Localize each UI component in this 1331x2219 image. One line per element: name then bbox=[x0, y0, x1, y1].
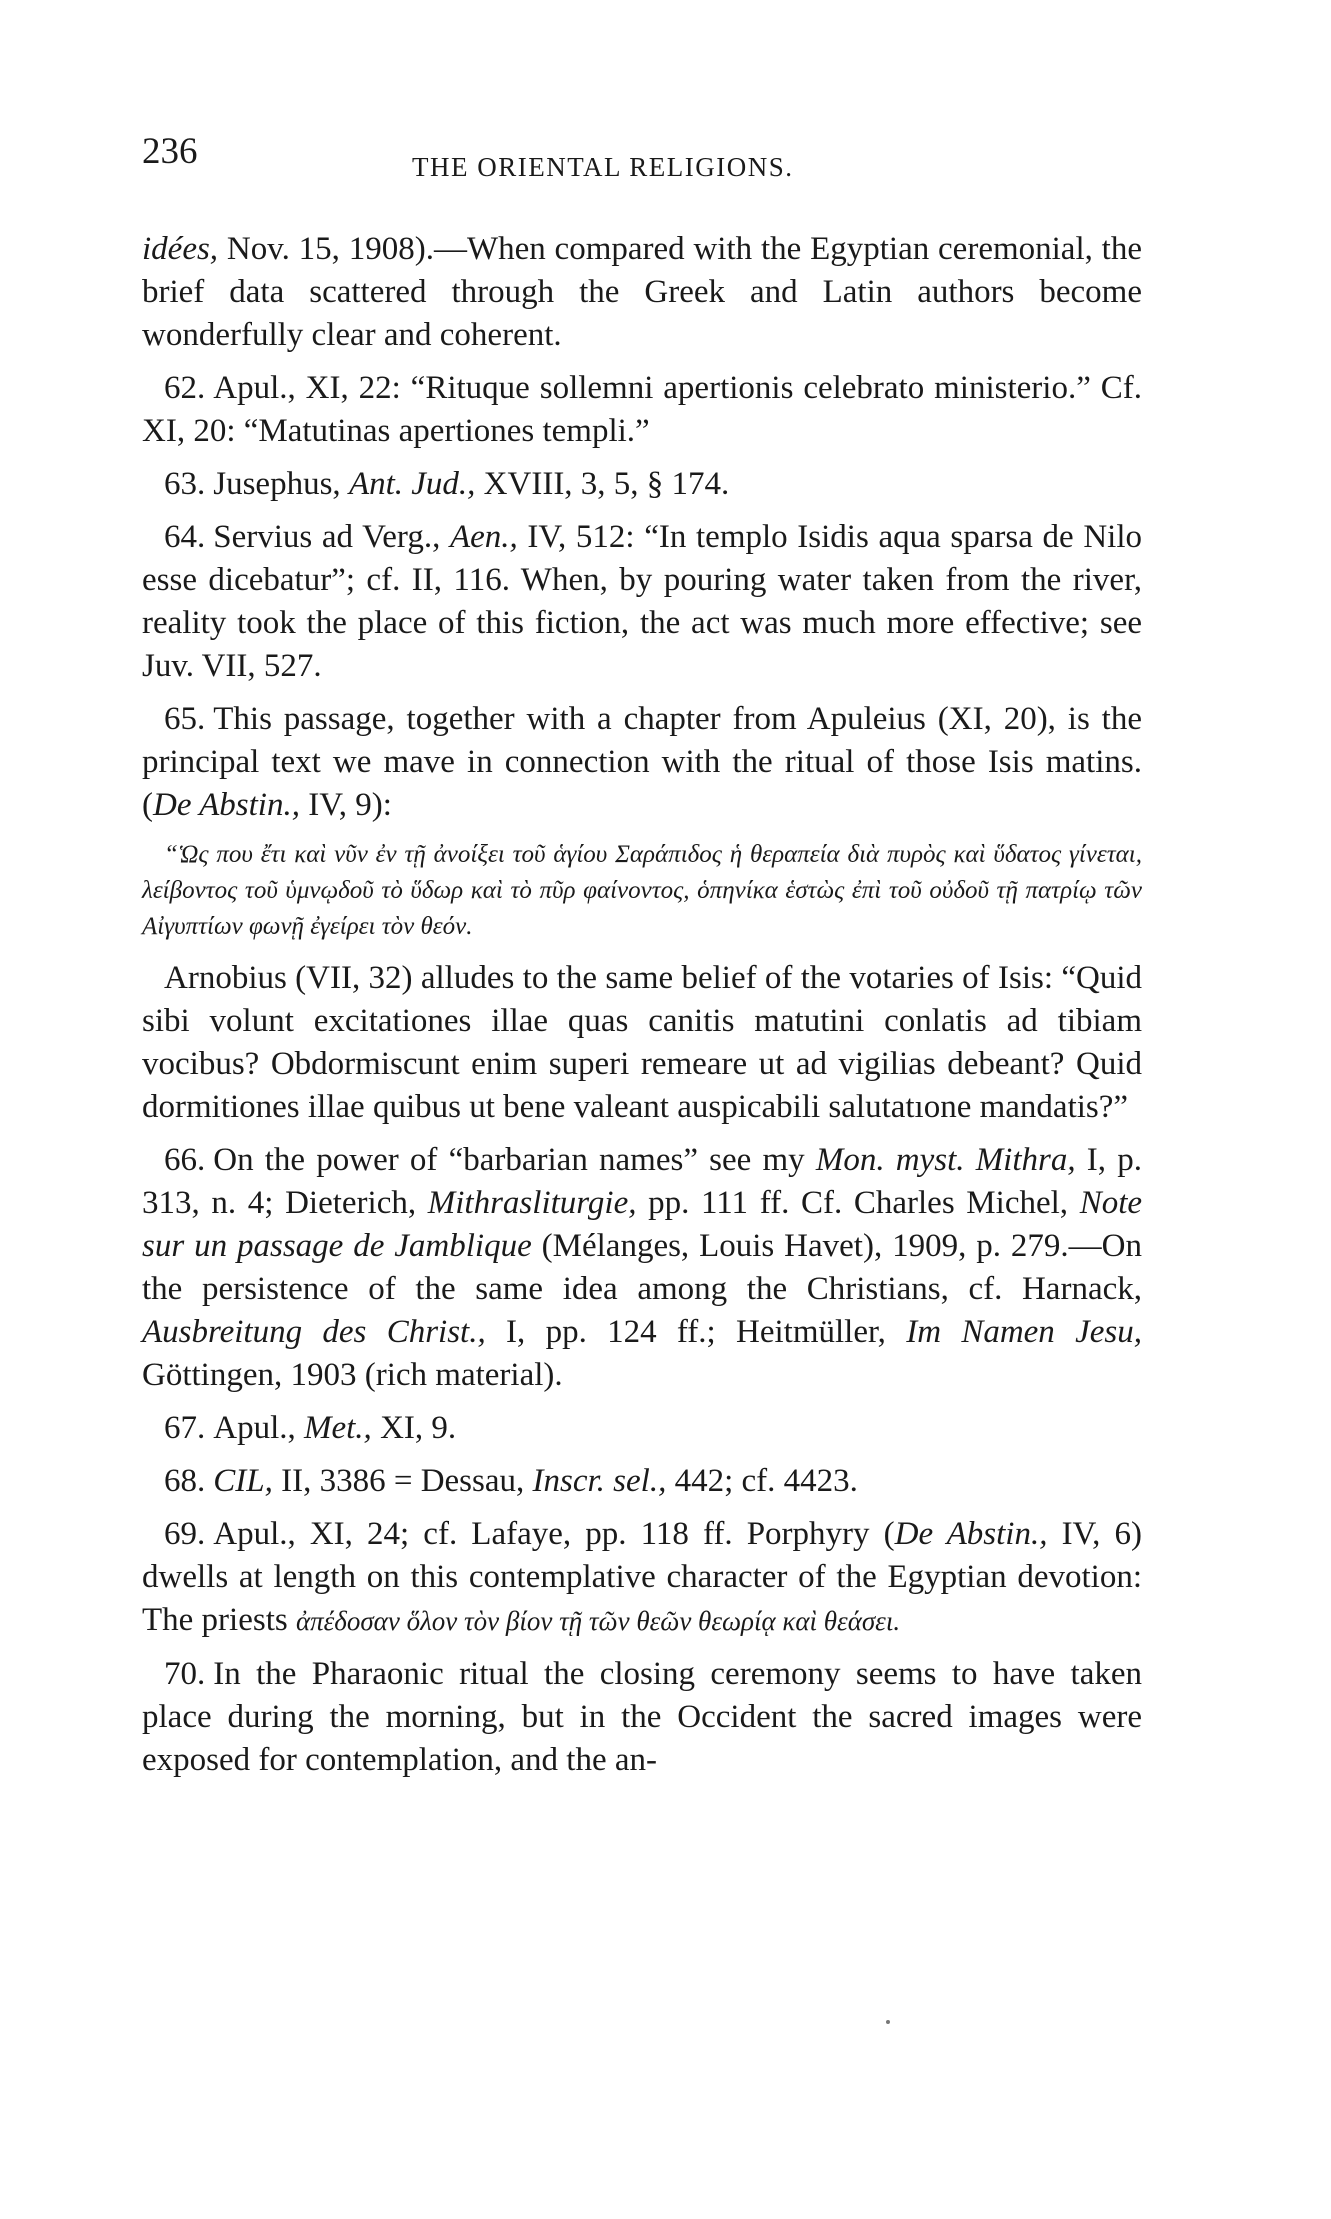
note-number: 66. bbox=[164, 1142, 206, 1178]
note-text: I, p. 313, n. 4; Dieterich, bbox=[142, 1142, 1142, 1221]
note-text: Apul., XI, 24; cf. Lafaye, pp. 118 ff. Porphyry ( bbox=[213, 1516, 895, 1552]
note-63 bbox=[142, 463, 1142, 506]
note-text: Apul., bbox=[213, 1410, 304, 1446]
note-citation-title: Mon. myst. Mithra, bbox=[815, 1142, 1076, 1178]
note-citation-title: CIL, bbox=[213, 1463, 273, 1499]
running-head: THE ORIENTAL RELIGIONS. bbox=[412, 152, 794, 182]
note-citation-title: Met., bbox=[304, 1410, 372, 1446]
note-citation-title: Note sur un passage de Jamblique bbox=[142, 1185, 1143, 1264]
note-66 bbox=[142, 1139, 1142, 1397]
note-text: Jusephus, bbox=[213, 466, 349, 502]
note-text: Servius ad Verg., bbox=[213, 519, 450, 555]
note-text: pp. 111 ff. Cf. Charles Michel, bbox=[636, 1185, 1080, 1221]
note-70 bbox=[142, 1653, 1142, 1782]
note-continuation bbox=[142, 228, 1142, 357]
note-text: IV, 9): bbox=[299, 787, 392, 823]
note-text: Göttingen, 1903 (rich material). bbox=[142, 1357, 563, 1393]
note-citation-title: Ausbreitung des Christ., bbox=[142, 1314, 486, 1350]
note-citation-title: Im Namen Jesu, bbox=[906, 1314, 1142, 1350]
note-text: 442; cf. 4423. bbox=[666, 1463, 858, 1499]
note-text: IV, 6) dwells at length on this contemplative character of the Egyptian devotion: The priests bbox=[142, 1516, 1142, 1638]
page-number: 236 bbox=[142, 131, 198, 172]
note-number: 63. bbox=[164, 466, 206, 502]
note-citation-title: De Abstin., bbox=[153, 787, 300, 823]
note-65 bbox=[142, 698, 1142, 827]
note-number: 69. bbox=[164, 1516, 206, 1552]
note-text: On the power of “barbarian names” see my bbox=[213, 1142, 816, 1178]
greek-quotation: “Ὡς που ἔτι καὶ νῦν ἐν τῇ ἀνοίξει τοῦ ἁγίου Σαράπιδος ἡ θεραπεία διὰ πυρὸς καὶ ὕδατος γίνεται, λείβοντος τοῦ ὑμνῳδοῦ τὸ ὕδωρ καὶ τὸ πῦρ φαίνοντος, ὁπηνίκα ἑστὼς ἐπὶ τοῦ οὐδοῦ τῇ πατρίῳ τῶν Αἰγυπτίων φωνῇ ἐγείρει τὸν θεόν. bbox=[142, 841, 1142, 940]
note-text: Apul., XI, 22: “Rituque sollemni apertionis celebrato ministerio.” Cf. XI, 20: “Matutinas apertiones templi.” bbox=[142, 370, 1142, 449]
note-citation-title: Mithrasliturgie, bbox=[427, 1185, 637, 1221]
note-text: This passage, together with a chapter from Apuleius (XI, 20), is the principal text we mave in connection with the ritual of those Isis matins. ( bbox=[142, 701, 1142, 823]
note-continuation-italic: idées, bbox=[142, 231, 219, 267]
note-continuation-text: Nov. 15, 1908).—When compared with the Egyptian ceremonial, the brief data scattered through the Greek and Latin authors become wonderfully clear and coherent. bbox=[142, 231, 1142, 353]
book-page bbox=[142, 130, 1142, 1792]
note-text: In the Pharaonic ritual the closing ceremony seems to have taken place during the morning, but in the Occident the sacred images were exposed for contemplation, and the an- bbox=[142, 1656, 1142, 1778]
page-speck bbox=[886, 2020, 890, 2024]
note-65-arnobius: Arnobius (VII, 32) alludes to the same belief of the votaries of Isis: “Quid sibi volunt excitationes illae quas canitis matutini conlatis ad tibiam vocibus? Obdormiscunt enim superi remeare ut ad vigilias debeant? Quid dormitiones illae quibus ut bene valeant auspicabili salutatıone mandatis?” bbox=[142, 960, 1142, 1125]
note-number: 64. bbox=[164, 519, 206, 555]
note-number: 67. bbox=[164, 1410, 206, 1446]
note-number: 70. bbox=[164, 1656, 206, 1692]
note-67 bbox=[142, 1407, 1142, 1450]
note-citation-title: Inscr. sel., bbox=[532, 1463, 667, 1499]
note-number: 65. bbox=[164, 701, 206, 737]
note-text: I, pp. 124 ff.; Heitmüller, bbox=[485, 1314, 907, 1350]
page-header bbox=[142, 130, 1142, 190]
note-text: II, 3386 = Dessau, bbox=[272, 1463, 533, 1499]
note-69 bbox=[142, 1513, 1142, 1643]
note-citation-title: Aen., bbox=[449, 519, 518, 555]
note-number: 68. bbox=[164, 1463, 206, 1499]
note-citation-title: Ant. Jud., bbox=[348, 466, 476, 502]
note-text: XI, 9. bbox=[371, 1410, 457, 1446]
note-text: (Mélanges, Louis Havet), 1909, p. 279.—On the persistence of the same idea among the Christians, cf. Harnack, bbox=[142, 1228, 1142, 1307]
note-64 bbox=[142, 516, 1142, 688]
note-62 bbox=[142, 367, 1142, 453]
note-68 bbox=[142, 1460, 1142, 1503]
note-greek-phrase: ἀπέδοσαν ὅλον τὸν βίον τῇ τῶν θεῶν θεωρίᾳ καὶ θεάσει. bbox=[295, 1606, 901, 1636]
note-number: 62. bbox=[164, 370, 206, 406]
note-citation-title: De Abstin., bbox=[894, 1516, 1048, 1552]
note-text: IV, 512: “In templo Isidis aqua sparsa de Nilo esse dicebatur”; cf. II, 116. When, by pouring water taken from the river, reality took the place of this fiction, the act was much more effective; see Juv. VII, 527. bbox=[142, 519, 1142, 684]
note-text: XVIII, 3, 5, § 174. bbox=[475, 466, 730, 502]
